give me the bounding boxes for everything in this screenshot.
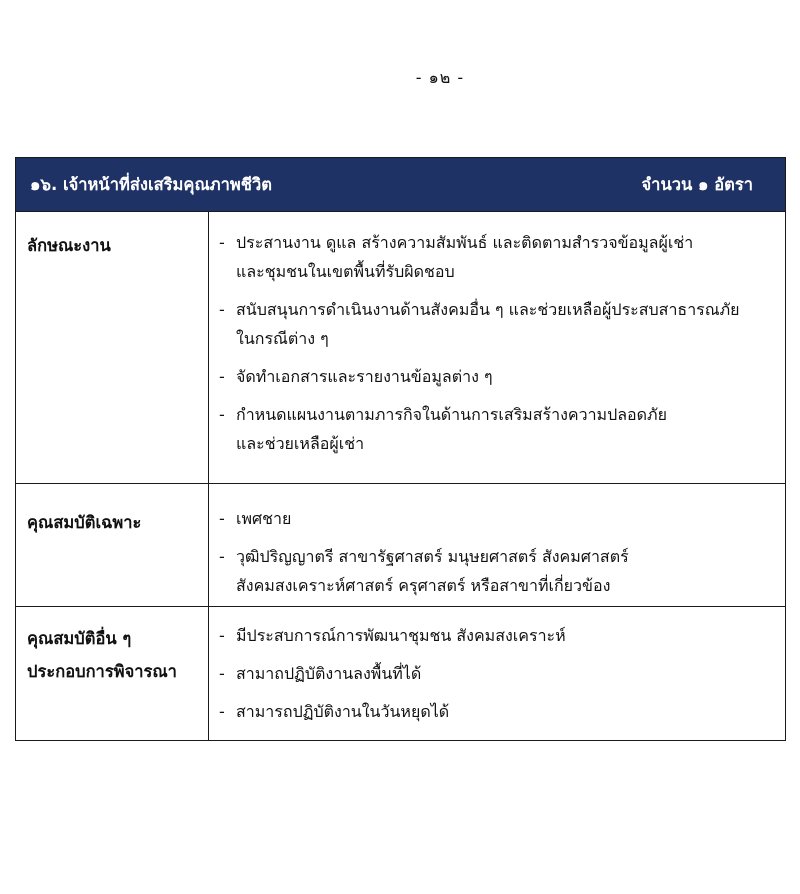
duties-row	[16, 212, 785, 484]
other-qualifications-label: คุณสมบัติอื่น ๆ ประกอบการพิจารณา	[16, 607, 209, 740]
dash-marker: -	[219, 367, 225, 386]
dash-marker: -	[219, 547, 225, 566]
other-qualifications-row	[16, 607, 785, 740]
list-item: - มีประสบการณ์การพัฒนาชุมชน สังคมสงเคราะห์	[219, 621, 773, 650]
dash-marker: -	[219, 626, 225, 645]
other-qualifications-list	[209, 607, 785, 740]
dash-marker: -	[219, 233, 225, 252]
dash-marker: -	[219, 405, 225, 424]
qualifications-label: คุณสมบัติเฉพาะ	[16, 484, 209, 606]
list-item: - วุฒิปริญญาตรี สาขารัฐศาสตร์ มนุษยศาสตร์ สังคมศาสตร์ สังคมสงเคราะห์ศาสตร์ ครุศาสตร์ หรือสาขาที่เกี่ยวข้อง	[219, 542, 773, 600]
list-item: - จัดทำเอกสารและรายงานข้อมูลต่าง ๆ	[219, 362, 773, 391]
dash-marker: -	[219, 664, 225, 683]
page-number: - ๑๒ -	[415, 68, 465, 87]
list-item: - ประสานงาน ดูแล สร้างความสัมพันธ์ และติดตามสำรวจข้อมูลผู้เช่า และชุมชนในเขตพื้นที่รับผิดชอบ	[219, 228, 773, 286]
list-item: - สามาถปฏิบัติงานลงพื้นที่ได้	[219, 659, 773, 688]
dash-marker: -	[219, 300, 225, 319]
position-title: ๑๖. เจ้าหน้าที่ส่งเสริมคุณภาพชีวิต	[30, 174, 272, 194]
list-item: - สามารถปฏิบัติงานในวันหยุดได้	[219, 697, 773, 726]
position-quota: จำนวน ๑ อัตรา	[641, 174, 753, 194]
qualifications-list	[209, 484, 785, 606]
list-item: - เพศชาย	[219, 504, 773, 533]
list-item: - กำหนดแผนงานตามภารกิจในด้านการเสริมสร้างความปลอดภัย และช่วยเหลือผู้เช่า	[219, 400, 773, 458]
qualifications-row	[16, 484, 785, 607]
dash-marker: -	[219, 702, 225, 721]
dash-marker: -	[219, 509, 225, 528]
list-item: - สนับสนุนการดำเนินงานด้านสังคมอื่น ๆ และช่วยเหลือผู้ประสบสาธารณภัย ในกรณีต่าง ๆ	[219, 295, 773, 353]
job-description-table	[15, 157, 786, 741]
position-header	[16, 158, 785, 212]
duties-list	[209, 212, 785, 483]
duties-label: ลักษณะงาน	[16, 212, 209, 483]
